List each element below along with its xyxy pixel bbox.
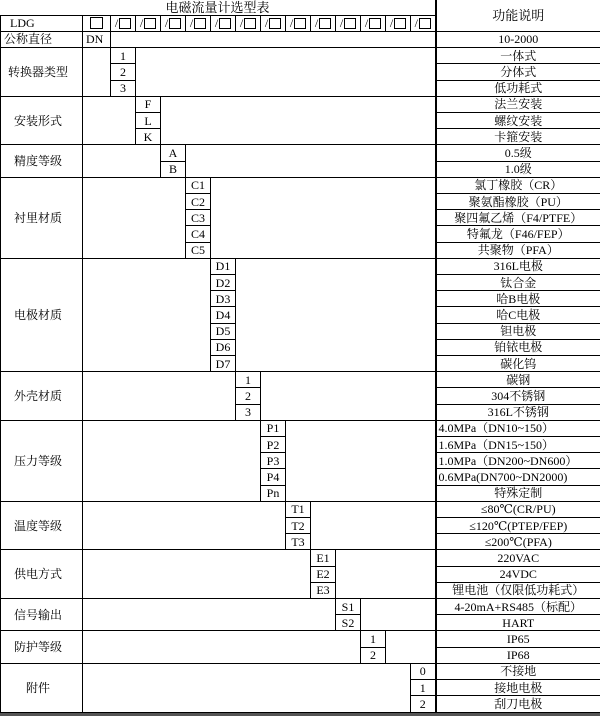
desc-cell: 1.0级 xyxy=(436,161,600,177)
desc-cell: 1.6MPa（DN15~150） xyxy=(436,436,600,452)
spacer-cell xyxy=(361,599,436,631)
slot-slash: / xyxy=(164,16,169,31)
desc-cell: 法兰安装 xyxy=(436,96,600,112)
code-cell: 1 xyxy=(411,680,436,696)
model-slot-cell xyxy=(311,15,336,31)
code-cell: 2 xyxy=(111,64,136,80)
spacer-cell xyxy=(83,420,261,501)
model-slot-cell xyxy=(411,15,436,31)
slot-slash: / xyxy=(139,16,144,31)
spacer-cell xyxy=(83,501,286,550)
desc-cell: 聚四氟乙烯（F4/PTFE） xyxy=(436,210,600,226)
desc-cell: ≤120℃(PTEP/FEP) xyxy=(436,517,600,533)
category-label: 公称直径 xyxy=(1,31,83,47)
model-slot-cell xyxy=(386,15,411,31)
desc-cell: 24VDC xyxy=(436,566,600,582)
slot-slash: / xyxy=(389,16,394,31)
slot-slash: / xyxy=(114,16,119,31)
spacer-cell xyxy=(111,31,436,47)
spacer-cell xyxy=(83,663,411,712)
code-cell: E1 xyxy=(311,550,336,566)
category-label: 衬里材质 xyxy=(1,177,83,258)
desc-cell: 接地电极 xyxy=(436,680,600,696)
desc-cell: 哈B电极 xyxy=(436,291,600,307)
spacer-cell xyxy=(83,145,161,177)
code-box-icon xyxy=(394,18,406,29)
category-label: 附件 xyxy=(1,663,83,712)
code-box-icon xyxy=(319,18,331,29)
desc-cell: 铂铱电极 xyxy=(436,339,600,355)
desc-cell: IP65 xyxy=(436,631,600,647)
code-cell: P4 xyxy=(261,469,286,485)
code-cell: L xyxy=(136,112,161,128)
code-box-icon xyxy=(194,18,206,29)
desc-cell: 特氟龙（F46/FEP） xyxy=(436,226,600,242)
code-box-icon xyxy=(369,18,381,29)
desc-cell: ≤80℃(CR/PU) xyxy=(436,501,600,517)
spacer-cell xyxy=(211,177,436,258)
desc-cell: 1.0MPa（DN200~DN600） xyxy=(436,453,600,469)
category-label: 供电方式 xyxy=(1,550,83,599)
table-title: 电磁流量计选型表 xyxy=(1,0,436,15)
code-cell: P1 xyxy=(261,420,286,436)
category-label: 转换器类型 xyxy=(1,48,83,97)
model-slot-cell xyxy=(111,15,136,31)
slot-slash: / xyxy=(214,16,219,31)
code-cell: C5 xyxy=(186,242,211,258)
code-cell: 1 xyxy=(361,631,386,647)
slot-slash: / xyxy=(239,16,244,31)
model-slot-cell xyxy=(136,15,161,31)
model-slot-cell xyxy=(336,15,361,31)
model-slot-cell xyxy=(161,15,186,31)
desc-cell: 分体式 xyxy=(436,64,600,80)
code-cell: C4 xyxy=(186,226,211,242)
code-box-icon xyxy=(219,18,231,29)
spacer-cell xyxy=(261,372,436,421)
category-label: 信号输出 xyxy=(1,599,83,631)
spacer-cell xyxy=(136,48,436,97)
desc-cell: IP68 xyxy=(436,647,600,663)
slot-slash: / xyxy=(314,16,319,31)
spacer-cell xyxy=(336,550,436,599)
model-slot-cell xyxy=(286,15,311,31)
code-box-icon xyxy=(419,18,431,29)
code-box-icon xyxy=(294,18,306,29)
code-cell: D4 xyxy=(211,307,236,323)
desc-cell: 0.6MPa(DN700~DN2000) xyxy=(436,469,600,485)
code-cell: C1 xyxy=(186,177,211,193)
spacer-cell xyxy=(83,372,236,421)
code-cell: 2 xyxy=(411,696,436,713)
desc-cell: 锂电池（仅限低功耗式） xyxy=(436,582,600,598)
category-label: 温度等级 xyxy=(1,501,83,550)
model-box-cell xyxy=(83,15,111,31)
model-slot-cell xyxy=(211,15,236,31)
code-cell: D3 xyxy=(211,291,236,307)
desc-cell: 220VAC xyxy=(436,550,600,566)
desc-cell: 碳化钨 xyxy=(436,355,600,371)
slot-slash: / xyxy=(339,16,344,31)
desc-cell: 0.5级 xyxy=(436,145,600,161)
model-slot-cell xyxy=(186,15,211,31)
spacer-cell xyxy=(83,550,311,599)
slot-slash: / xyxy=(364,16,369,31)
spacer-cell xyxy=(83,48,111,97)
category-label: 安装形式 xyxy=(1,96,83,145)
code-cell: 3 xyxy=(236,404,261,420)
desc-cell: 不接地 xyxy=(436,663,600,679)
spacer-cell xyxy=(83,258,211,371)
desc-cell: HART xyxy=(436,615,600,631)
category-label: 防护等级 xyxy=(1,631,83,663)
desc-cell: 钽电极 xyxy=(436,323,600,339)
desc-cell: 4.0MPa（DN10~150） xyxy=(436,420,600,436)
desc-cell: 316L不锈钢 xyxy=(436,404,600,420)
spacer-cell xyxy=(83,631,361,663)
code-cell: P2 xyxy=(261,436,286,452)
desc-cell: 10-2000 xyxy=(436,31,600,47)
spacer-cell xyxy=(83,177,186,258)
code-cell: DN xyxy=(83,31,111,47)
code-box-icon xyxy=(119,18,131,29)
slot-slash: / xyxy=(289,16,294,31)
code-cell: D6 xyxy=(211,339,236,355)
code-cell: 2 xyxy=(236,388,261,404)
desc-cell: 316L电极 xyxy=(436,258,600,274)
code-box-icon xyxy=(90,17,103,29)
slot-slash: / xyxy=(189,16,194,31)
desc-cell: 螺纹安装 xyxy=(436,112,600,128)
desc-cell: 刮刀电极 xyxy=(436,696,600,713)
desc-cell: 4-20mA+RS485（标配） xyxy=(436,599,600,615)
category-label: 外壳材质 xyxy=(1,372,83,421)
model-slot-cell xyxy=(236,15,261,31)
function-column-header: 功能说明 xyxy=(436,0,600,31)
desc-cell: 304不锈钢 xyxy=(436,388,600,404)
code-cell: 1 xyxy=(236,372,261,388)
code-cell: T1 xyxy=(286,501,311,517)
code-cell: 2 xyxy=(361,647,386,663)
code-cell: A xyxy=(161,145,186,161)
desc-cell: 卡箍安装 xyxy=(436,129,600,145)
slot-slash: / xyxy=(264,16,269,31)
code-cell: 0 xyxy=(411,663,436,679)
category-label: 压力等级 xyxy=(1,420,83,501)
code-cell: 3 xyxy=(111,80,136,96)
code-cell: S1 xyxy=(336,599,361,615)
model-slot-cell xyxy=(261,15,286,31)
model-slot-cell xyxy=(361,15,386,31)
desc-cell: 特殊定制 xyxy=(436,485,600,501)
code-cell: T2 xyxy=(286,517,311,533)
code-cell: P3 xyxy=(261,453,286,469)
spacer-cell xyxy=(236,258,436,371)
desc-cell: 氯丁橡胶（CR） xyxy=(436,177,600,193)
desc-cell: 聚氨酯橡胶（PU） xyxy=(436,193,600,209)
code-cell: S2 xyxy=(336,615,361,631)
spacer-cell xyxy=(161,96,436,145)
category-label: 精度等级 xyxy=(1,145,83,177)
desc-cell: 碳钢 xyxy=(436,372,600,388)
desc-cell: 钛合金 xyxy=(436,274,600,290)
code-box-icon xyxy=(144,18,156,29)
spacer-cell xyxy=(386,631,436,663)
desc-cell: 共聚物（PFA） xyxy=(436,242,600,258)
code-cell: C3 xyxy=(186,210,211,226)
code-cell: D7 xyxy=(211,355,236,371)
code-cell: D5 xyxy=(211,323,236,339)
desc-cell: 哈C电极 xyxy=(436,307,600,323)
code-cell: E2 xyxy=(311,566,336,582)
code-cell: F xyxy=(136,96,161,112)
spacer-cell xyxy=(83,599,336,631)
spacer-cell xyxy=(311,501,436,550)
code-cell: B xyxy=(161,161,186,177)
code-cell: T3 xyxy=(286,534,311,550)
category-label: 电极材质 xyxy=(1,258,83,371)
desc-cell: ≤200℃(PFA) xyxy=(436,534,600,550)
slot-slash: / xyxy=(414,16,418,31)
code-box-icon xyxy=(269,18,281,29)
model-prefix-cell: LDG xyxy=(1,15,83,31)
desc-cell: 一体式 xyxy=(436,48,600,64)
code-cell: D1 xyxy=(211,258,236,274)
code-cell: Pn xyxy=(261,485,286,501)
code-cell: 1 xyxy=(111,48,136,64)
code-cell: K xyxy=(136,129,161,145)
spacer-cell xyxy=(83,96,136,145)
code-box-icon xyxy=(169,18,181,29)
spacer-cell xyxy=(286,420,436,501)
spacer-cell xyxy=(186,145,436,177)
desc-cell: 低功耗式 xyxy=(436,80,600,96)
code-box-icon xyxy=(244,18,256,29)
code-cell: E3 xyxy=(311,582,336,598)
code-cell: D2 xyxy=(211,274,236,290)
code-box-icon xyxy=(344,18,356,29)
code-cell: C2 xyxy=(186,193,211,209)
